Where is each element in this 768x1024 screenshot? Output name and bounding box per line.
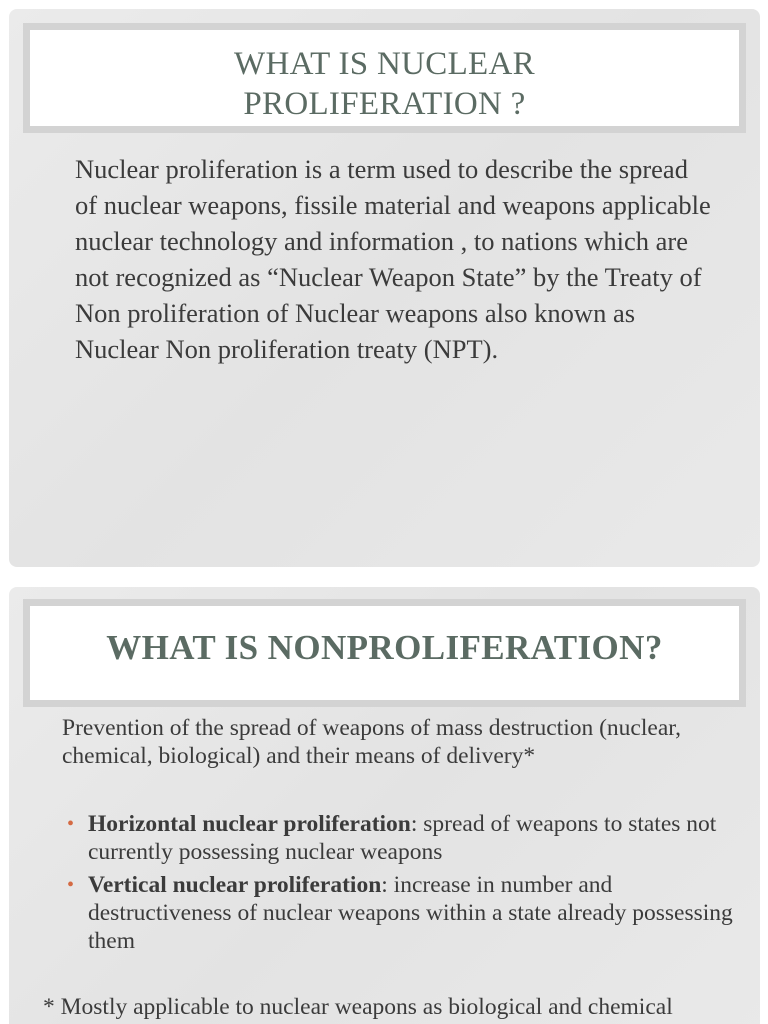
bullet-term: Vertical nuclear proliferation — [88, 872, 382, 898]
body-text-part-1: Nuclear proliferation is a term used to describe the spread of nuclear weapons, fissile material and weapons applicable nuclear technology and information , to nations which are not recognized as — [75, 154, 711, 292]
body-text-quoted: “Nuclear Weapon State” by the Treaty of Non — [75, 262, 702, 328]
slide-title-line-1: WHAT IS NUCLEAR — [234, 46, 535, 82]
slide-title-line-2: PROLIFERATION ? — [243, 86, 526, 122]
footnote-text: * Mostly applicable to nuclear weapons as biological and chemical — [43, 994, 673, 1020]
slide-intro-text: Prevention of the spread of weapons of mass destruction (nuclear, chemical, biological) and their means of delivery* — [62, 715, 682, 769]
bullet-item-vertical — [67, 871, 740, 955]
slide-nonproliferation — [9, 587, 760, 1024]
bullet-item-horizontal — [67, 810, 740, 866]
bullet-term: Horizontal nuclear proliferation — [88, 811, 411, 837]
slide-body-text — [75, 151, 712, 367]
slide-title: WHAT IS NONPROLIFERATION? — [106, 628, 663, 667]
bullet-description: : increase in number and destructiveness of nuclear weapons within a state already possessing them — [88, 872, 733, 954]
bullet-list — [67, 810, 740, 960]
bullet-description: : spread of weapons to states not currently possessing nuclear weapons — [88, 811, 717, 865]
body-text-part-2: proliferation of Nuclear weapons also known as Nuclear Non proliferation treaty (NPT). — [75, 298, 636, 364]
slide-nuclear-proliferation — [9, 9, 760, 567]
bullet-dot-icon: • — [67, 874, 75, 896]
bullet-dot-icon: • — [67, 813, 75, 835]
slide-title-box — [23, 599, 746, 707]
slide-title-box — [23, 23, 746, 133]
